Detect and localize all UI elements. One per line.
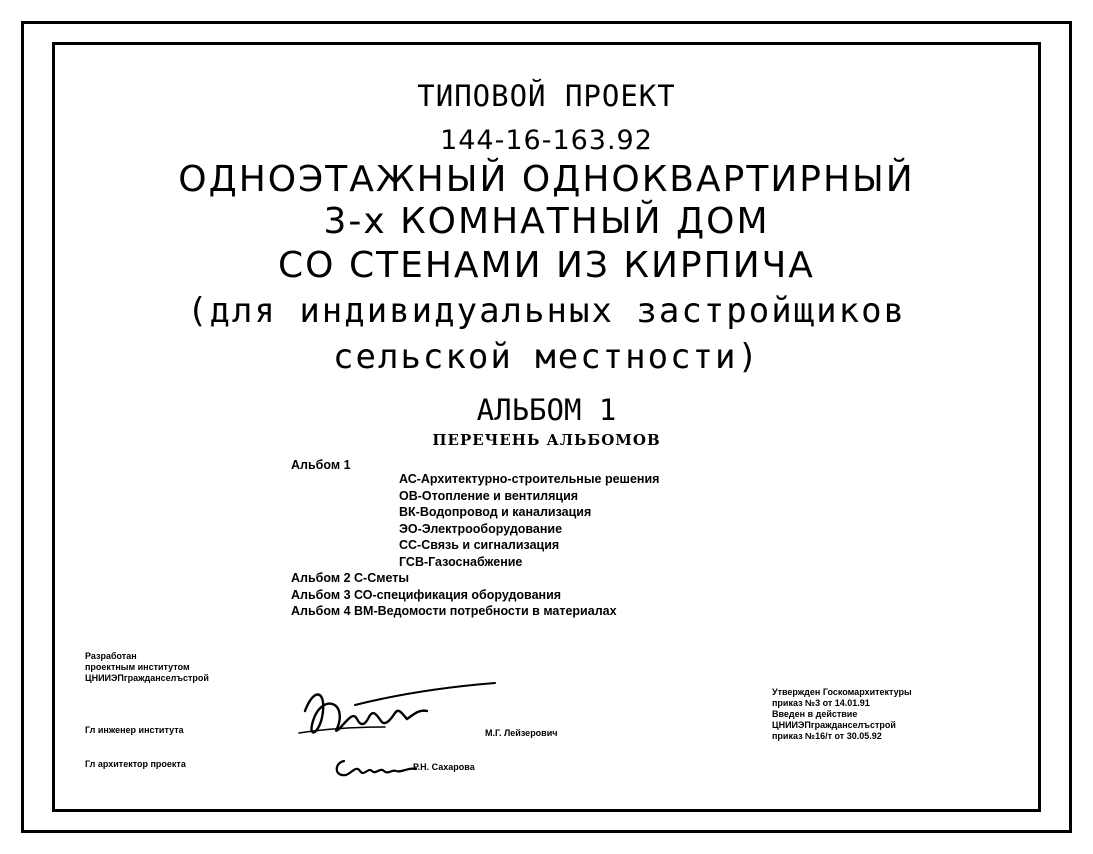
title-line-1: ОДНОЭТАЖНЫЙ ОДНОКВАРТИРНЫЙ xyxy=(178,159,915,200)
doc-heading: ТИПОВОЙ ПРОЕКТ xyxy=(417,79,676,113)
subtitle-line-1: (для индивидуальных застройщиков xyxy=(186,291,907,331)
list-item xyxy=(291,587,617,604)
chief-architect-role: Гл архитектор проекта xyxy=(85,759,186,769)
approval-block xyxy=(772,687,912,742)
album-1-items xyxy=(399,471,659,570)
list-item xyxy=(291,603,617,620)
signature-leyzerovich xyxy=(295,681,535,751)
list-item: ГСВ-Газоснабжение xyxy=(399,554,523,569)
chief-engineer-name: М.Г. Лейзерович xyxy=(485,728,558,738)
albums-2-4 xyxy=(291,570,617,620)
developer-line: ЦНИИЭПгражданселъстрой xyxy=(85,673,209,683)
album-list-title: ПЕРЕЧЕНЬ АЛЬБОМОВ xyxy=(432,431,661,449)
album-2-label: Альбом 2 xyxy=(291,571,351,585)
title-sheet xyxy=(52,42,1041,812)
title-line-2: 3-х КОМНАТНЫЙ ДОМ xyxy=(323,201,770,242)
approval-line: приказ №3 от 14.01.91 xyxy=(772,698,870,708)
approval-line: Утвержден Госкомархитектуры xyxy=(772,687,912,697)
list-item: АС-Архитектурно-строительные решения xyxy=(399,472,660,486)
album-4-label: Альбом 4 xyxy=(291,604,351,618)
approval-line: Введен в действие xyxy=(772,709,858,719)
developer-line: Разработан xyxy=(85,651,137,661)
album-4-item: ВМ-Ведомости потребности в материалах xyxy=(354,604,617,618)
album-1-label: Альбом 1 xyxy=(291,458,351,472)
chief-engineer-role: Гл инженер института xyxy=(85,725,184,735)
developer-line: проектным институтом xyxy=(85,662,190,672)
list-item: ВК-Водопровод и канализация xyxy=(399,505,592,519)
approval-line: приказ №16/т от 30.05.92 xyxy=(772,731,882,741)
list-item: ЭО-Электрооборудование xyxy=(399,521,563,536)
album-3-label: Альбом 3 xyxy=(291,587,351,602)
project-code: 144-16-163.92 xyxy=(440,125,653,156)
list-item: СС-Связь и сигнализация xyxy=(399,538,560,552)
list-item xyxy=(291,570,617,587)
developer-block xyxy=(85,651,209,684)
list-item: ОВ-Отопление и вентиляция xyxy=(399,488,579,503)
title-line-3: СО СТЕНАМИ ИЗ КИРПИЧА xyxy=(278,245,815,286)
chief-architect-name: Р.Н. Сахарова xyxy=(413,762,475,772)
album-3-item: СО-спецификация оборудования xyxy=(354,587,562,602)
subtitle-line-2: сельской местности) xyxy=(333,337,760,377)
album-2-item: С-Сметы xyxy=(354,571,410,585)
album-number: АЛЬБОМ 1 xyxy=(476,393,617,427)
approval-line: ЦНИИЭПгражданселъстрой xyxy=(772,720,896,730)
